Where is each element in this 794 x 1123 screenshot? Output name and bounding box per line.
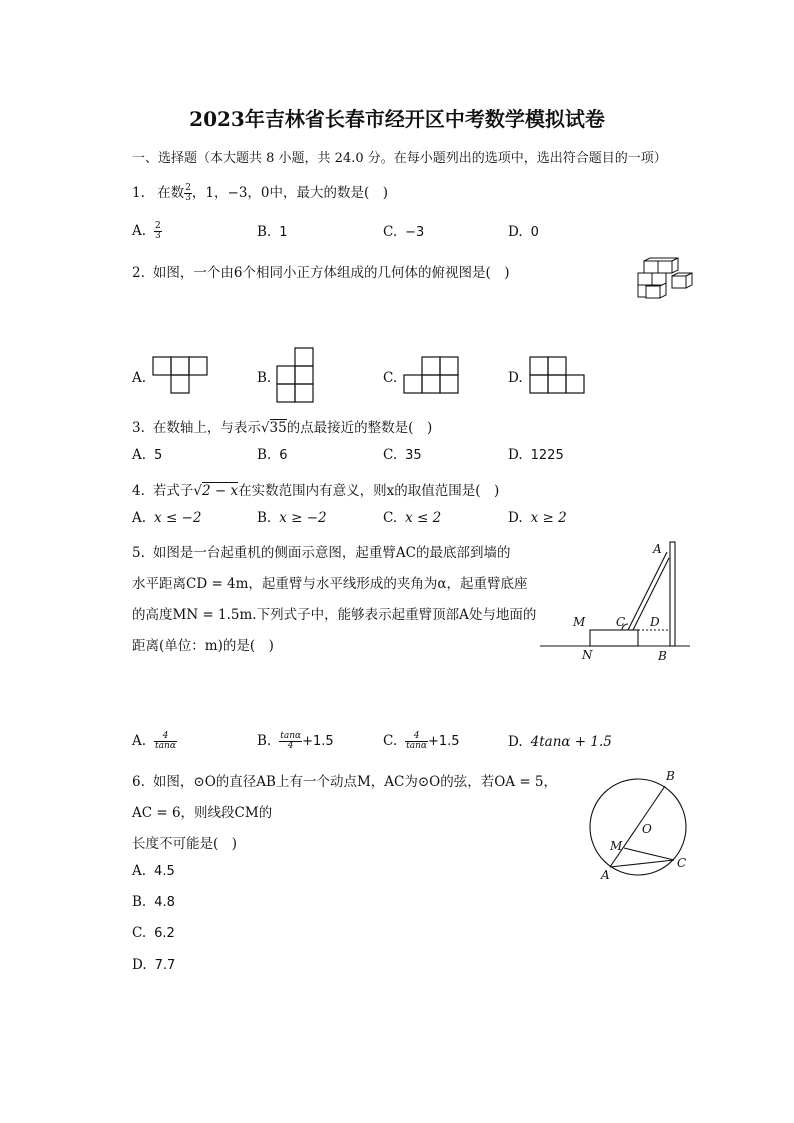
label-c: C (677, 856, 687, 870)
cube-stack-figure (632, 258, 694, 303)
option-label: D. (508, 734, 523, 750)
top-view-a[interactable] (152, 356, 208, 394)
option-label: D. (508, 447, 523, 463)
top-view-b[interactable] (276, 347, 316, 403)
question-4 (132, 479, 499, 499)
option-label: A. (132, 447, 147, 463)
option-value: −3 (405, 225, 425, 240)
option-b[interactable] (132, 894, 175, 910)
radicand: 35 (269, 420, 287, 436)
option-value: x ≥ 2 (530, 510, 567, 526)
label-o: O (642, 822, 652, 836)
label-b: B (658, 649, 667, 663)
question-text: ，1，−3，0中，最大的数是( ) (191, 185, 389, 201)
question-text: 若式子 (152, 483, 194, 499)
fraction: $\frac{4}{\tan\alpha}$ (406, 731, 427, 751)
fraction: $\frac{2}{3}$ (155, 221, 161, 241)
option-b[interactable]: B. (257, 370, 272, 386)
question-number: 5. (132, 545, 145, 561)
circle-figure (588, 766, 698, 884)
option-label: B. (257, 224, 272, 240)
label-n: N (582, 648, 593, 662)
fraction: $\frac{2}{3}$ (185, 183, 191, 203)
option-b[interactable] (257, 510, 327, 526)
option-c[interactable] (132, 925, 175, 941)
top-view-d[interactable] (529, 356, 587, 394)
question-6 (132, 770, 557, 790)
option-c[interactable] (383, 447, 422, 463)
option-label: C. (383, 224, 398, 240)
question-1 (132, 181, 388, 203)
page-title: 2023年吉林省长春市经开区中考数学模拟试卷 (189, 107, 605, 131)
option-b[interactable] (257, 732, 334, 751)
option-tail: +1.5 (302, 734, 334, 749)
label-a: A (653, 542, 662, 556)
question-3 (132, 416, 432, 436)
question-text: 在数轴上，与表示 (152, 420, 261, 436)
question-number: 2. (132, 265, 145, 281)
option-label: D. (508, 224, 523, 240)
option-value: x ≤ 2 (405, 510, 442, 526)
label-b: B (666, 769, 675, 783)
option-label: B. (257, 447, 272, 463)
question-text-line: 长度不可能是( ) (132, 836, 238, 852)
option-label: D. (508, 510, 523, 526)
option-value: 35 (405, 448, 422, 463)
option-a[interactable] (132, 222, 162, 241)
question-text-line: AC = 6，则线段CM的 (132, 805, 273, 821)
option-label: B. (257, 510, 272, 526)
option-c[interactable] (383, 224, 424, 240)
label-m: M (610, 839, 623, 853)
radicand: 2 − x (202, 483, 239, 499)
option-value: 1 (279, 225, 288, 240)
question-text-line: 的高度MN = 1.5m.下列式子中，能够表示起重臂顶部A处与地面的 (132, 607, 537, 623)
option-label: A. (132, 223, 147, 239)
option-label: B. (132, 894, 147, 910)
option-value: 1225 (530, 448, 564, 463)
option-a[interactable] (132, 447, 162, 463)
question-text: 的点最接近的整数是( ) (286, 420, 433, 436)
option-c[interactable]: C. (383, 370, 398, 386)
option-label: C. (383, 510, 398, 526)
option-b[interactable] (257, 447, 288, 463)
option-value: 0 (530, 225, 539, 240)
option-value: 4.5 (154, 864, 175, 879)
question-text-line: 距离(单位：m)的是( ) (132, 638, 274, 654)
sqrt-sign: √ (193, 483, 202, 499)
question-text-line: 如图是一台起重机的侧面示意图，起重臂AC的最底部到墙的 (152, 545, 511, 561)
question-text-line: 如图，⊙O的直径AB上有一个动点M，AC为⊙O的弦，若OA = 5， (152, 774, 558, 790)
sqrt-sign: √ (260, 420, 270, 436)
option-value: 7.7 (154, 958, 176, 973)
question-text: 在实数范围内有意义，则x的取值范围是( ) (238, 483, 500, 499)
option-label: A. (132, 510, 147, 526)
question-2 (132, 261, 510, 281)
option-d[interactable] (508, 734, 612, 750)
option-a[interactable] (132, 863, 175, 879)
fraction: $\frac{\tan\alpha}{4}$ (280, 731, 302, 751)
option-label: A. (132, 733, 147, 749)
question-5 (132, 541, 510, 561)
option-c[interactable] (383, 510, 441, 526)
question-number: 6. (132, 774, 145, 790)
question-text: 在数 (157, 185, 185, 201)
question-number: 1. (132, 185, 145, 201)
option-value: 6 (279, 448, 288, 463)
option-label: C. (383, 733, 398, 749)
label-a: A (601, 868, 610, 882)
option-value: x ≤ −2 (154, 510, 202, 526)
crane-figure (538, 538, 694, 666)
option-a[interactable]: A. (132, 370, 147, 386)
option-a[interactable] (132, 510, 201, 526)
option-value: 5 (154, 448, 163, 463)
option-b[interactable] (257, 224, 288, 240)
label-m: M (573, 615, 586, 629)
option-d[interactable] (508, 510, 567, 526)
option-d[interactable] (508, 447, 564, 463)
option-value: 4.8 (154, 895, 175, 910)
option-value: 6.2 (154, 926, 175, 941)
option-tail: +1.5 (428, 734, 460, 749)
section-heading: 一、选择题（本大题共 8 小题，共 24.0 分。在每小题列出的选项中，选出符合题目的一项） (132, 151, 667, 166)
option-label: A. (132, 863, 147, 879)
option-c[interactable] (383, 732, 460, 751)
option-value: x ≥ −2 (279, 510, 327, 526)
top-view-c[interactable] (403, 356, 459, 394)
question-number: 3. (132, 420, 145, 436)
option-a[interactable] (132, 732, 177, 751)
option-label: C. (132, 925, 147, 941)
question-text-line: 水平距离CD = 4m，起重臂与水平线形成的夹角为α，起重臂底座 (132, 576, 528, 592)
label-c: C (616, 615, 626, 629)
option-label: D. (132, 957, 147, 973)
option-label: B. (257, 733, 272, 749)
fraction: $\frac{4}{\tan\alpha}$ (155, 731, 176, 751)
option-value: 4tanα + 1.5 (530, 734, 612, 750)
option-d[interactable] (508, 224, 539, 240)
question-text: 如图，一个由6个相同小正方体组成的几何体的俯视图是( ) (152, 265, 510, 281)
question-number: 4. (132, 483, 145, 499)
option-d[interactable] (132, 957, 175, 973)
option-label: C. (383, 447, 398, 463)
label-d: D (650, 615, 660, 629)
option-d[interactable]: D. (508, 370, 523, 386)
